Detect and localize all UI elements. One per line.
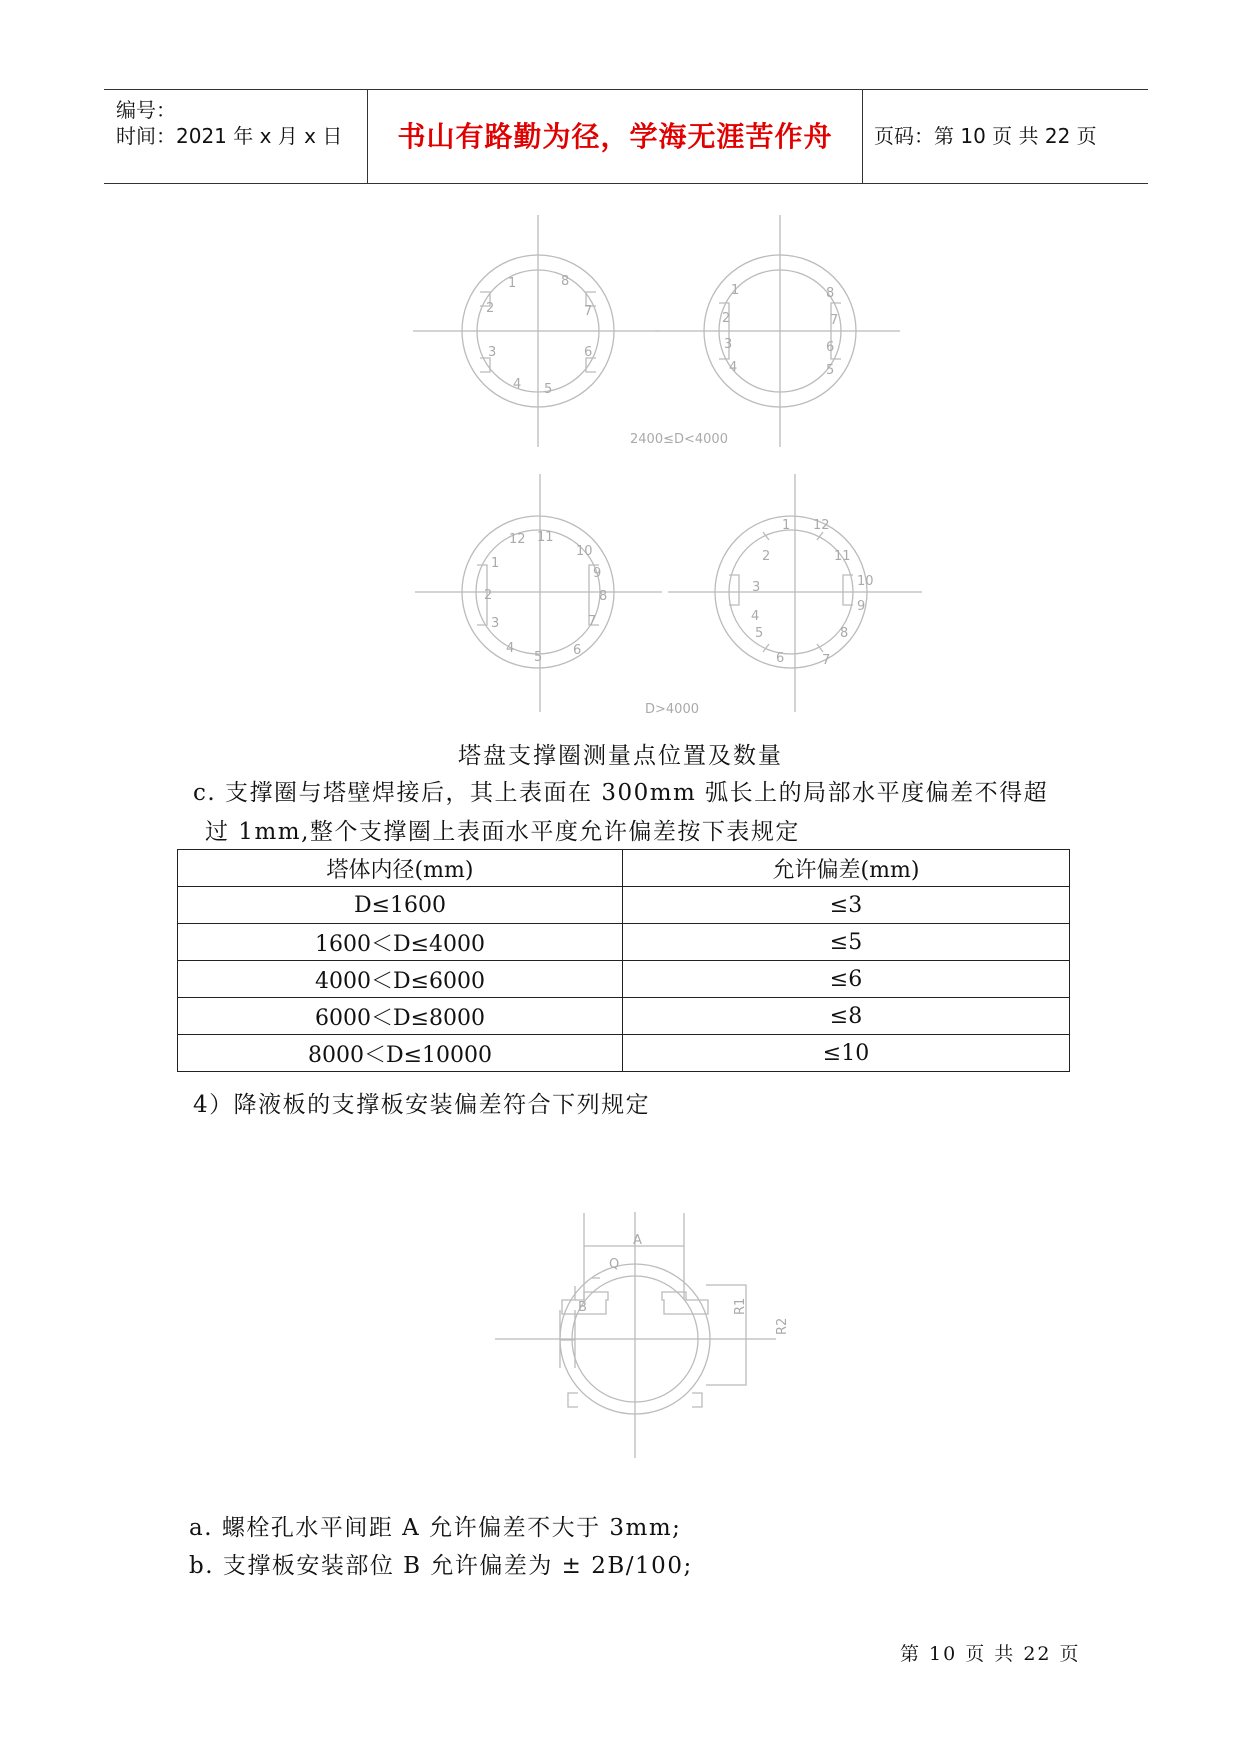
table-cell: 1600＜D≤4000 bbox=[178, 924, 623, 961]
measuring-point-label: 8 bbox=[826, 286, 835, 301]
header-page-label: 页码：第 10 页 共 22 页 bbox=[874, 124, 1097, 148]
measuring-point-label: 5 bbox=[534, 650, 543, 665]
measuring-point-label: 7 bbox=[588, 614, 597, 629]
measuring-point-label: 6 bbox=[826, 340, 835, 355]
measuring-point-label: 2 bbox=[722, 311, 731, 326]
measuring-point-label: 12 bbox=[509, 532, 526, 547]
table-cell: ≤3 bbox=[623, 887, 1070, 924]
measuring-point-label: 3 bbox=[491, 616, 500, 631]
measuring-point-label: 5 bbox=[826, 363, 835, 378]
measuring-point-label: 7 bbox=[822, 653, 831, 668]
table-cell: 4000＜D≤6000 bbox=[178, 961, 623, 998]
measuring-point-label: 4 bbox=[513, 377, 522, 392]
measuring-point-label: 8 bbox=[599, 589, 608, 604]
measuring-point-label: 2 bbox=[484, 588, 493, 603]
measuring-point-label: 7 bbox=[830, 313, 839, 328]
measuring-point-label: 1 bbox=[508, 276, 517, 291]
measuring-point-label: 10 bbox=[857, 574, 874, 589]
measuring-point-label: 6 bbox=[573, 643, 582, 658]
dim-label-r1: R1 bbox=[733, 1297, 748, 1315]
measuring-point-label: 8 bbox=[561, 274, 570, 289]
measuring-point-label: 1 bbox=[731, 283, 740, 298]
item-a: a. 螺栓孔水平间距 A 允许偏差不大于 3mm; bbox=[189, 1515, 682, 1541]
figure-caption: 塔盘支撑圈测量点位置及数量 bbox=[458, 743, 783, 769]
table-cell: ≤5 bbox=[623, 924, 1070, 961]
measuring-point-label: 5 bbox=[544, 382, 553, 397]
measuring-point-label: 2 bbox=[486, 301, 495, 316]
measuring-point-label: 7 bbox=[584, 304, 593, 319]
measuring-point-label: 9 bbox=[857, 599, 866, 614]
paragraph-c-line2: 过 1mm,整个支撑圈上表面水平度允许偏差按下表规定 bbox=[205, 819, 800, 845]
dim-label-b: B bbox=[578, 1300, 587, 1315]
range-label-large: D>4000 bbox=[645, 702, 699, 717]
measuring-point-label: 8 bbox=[840, 626, 849, 641]
table-cell: D≤1600 bbox=[178, 887, 623, 924]
table-cell: ≤6 bbox=[623, 961, 1070, 998]
measuring-point-label: 4 bbox=[729, 360, 738, 375]
serial-label: 编号： bbox=[116, 98, 176, 122]
measuring-point-label: 3 bbox=[752, 580, 761, 595]
time-label: 时间：2021 年 x 月 x 日 bbox=[116, 124, 343, 148]
measuring-point-label: 11 bbox=[834, 549, 851, 564]
paragraph-4: 4）降液板的支撑板安装偏差符合下列规定 bbox=[193, 1092, 651, 1118]
dim-label-q: Q bbox=[609, 1257, 620, 1272]
measuring-point-label: 9 bbox=[593, 566, 602, 581]
table-header-diameter: 塔体内径(mm) bbox=[178, 850, 623, 887]
measuring-point-label: 12 bbox=[813, 518, 830, 533]
measuring-point-label: 6 bbox=[584, 345, 593, 360]
measuring-point-label: 1 bbox=[491, 556, 500, 571]
measuring-point-label: 5 bbox=[755, 626, 764, 641]
measuring-point-label: 4 bbox=[506, 641, 515, 656]
page-footer: 第 10 页 共 22 页 bbox=[900, 1643, 1081, 1665]
table-cell: 6000＜D≤8000 bbox=[178, 998, 623, 1035]
measuring-point-label: 10 bbox=[576, 544, 593, 559]
measuring-point-label: 4 bbox=[751, 609, 760, 624]
measuring-point-label: 3 bbox=[724, 337, 733, 352]
measuring-point-label: 1 bbox=[782, 518, 791, 533]
table-cell: ≤10 bbox=[623, 1035, 1070, 1072]
dim-label-a: A bbox=[633, 1233, 642, 1248]
range-label-small: 2400≤D<4000 bbox=[630, 432, 728, 447]
header-motto: 书山有路勤为径，学海无涯苦作舟 bbox=[368, 90, 863, 183]
table-cell: ≤8 bbox=[623, 998, 1070, 1035]
measuring-point-label: 11 bbox=[537, 530, 554, 545]
dim-label-r2: R2 bbox=[775, 1317, 790, 1335]
measuring-point-label: 2 bbox=[762, 549, 771, 564]
table-header-tolerance: 允许偏差(mm) bbox=[623, 850, 1070, 887]
measuring-point-label: 3 bbox=[488, 345, 497, 360]
item-b: b. 支撑板安装部位 B 允许偏差为 ± 2B/100; bbox=[189, 1553, 693, 1579]
measuring-point-label: 6 bbox=[776, 651, 785, 666]
table-cell: 8000＜D≤10000 bbox=[178, 1035, 623, 1072]
paragraph-c-line1: c. 支撑圈与塔壁焊接后，其上表面在 300mm 弧长上的局部水平度偏差不得超 bbox=[193, 780, 1049, 806]
